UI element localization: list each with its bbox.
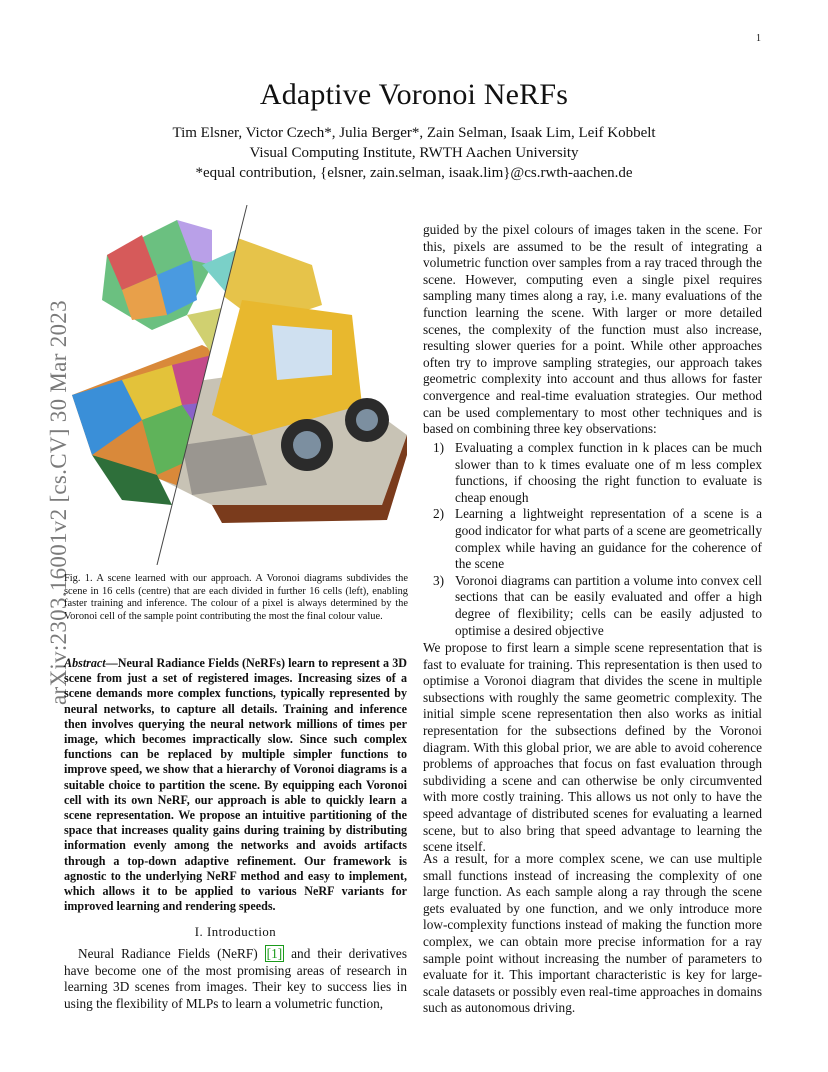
list-item <box>423 506 762 572</box>
arxiv-identifier: arXiv:2303.16001v2 [cs.CV] 30 Mar 2023 <box>46 300 71 705</box>
list-text: Evaluating a complex function in k places can be much slower than to k times evaluate one of m less complex functions, if choosing the right function to evaluate is cheap enough <box>455 440 762 505</box>
intro-paragraph <box>64 946 407 1012</box>
list-number: 3) <box>433 572 445 588</box>
observations-list <box>423 440 762 639</box>
intro-text-start: Neural Radiance Fields (NeRF) <box>78 946 265 961</box>
author-contact: *equal contribution, {elsner, zain.selman, isaak.lim}@cs.rwth-aachen.de <box>195 165 633 181</box>
figure-voronoi-scene <box>62 205 407 565</box>
list-text: Learning a lightweight representation of a scene is a good indicator for what parts of a scene are geometrically complex while having an guidance for the coherence of the scene <box>455 506 762 572</box>
author-affiliation: Visual Computing Institute, RWTH Aachen University <box>249 145 579 161</box>
page-number: 1 <box>756 33 761 44</box>
paper-title: Adaptive Voronoi NeRFs <box>259 78 569 111</box>
list-number: 1) <box>433 440 445 455</box>
abstract <box>64 656 407 914</box>
list-item <box>423 440 762 506</box>
abstract-lead: Abstract <box>64 656 106 670</box>
figure-caption: Fig. 1. A scene learned with our approach. A Voronoi diagrams subdivides the scene in 16 cells (centre) that are each divided in further 16 cells (left), enabling faster training and inference. The colour of a pixel is always determined by the Voronoi cell of the sample point contributing the most the final colour value. <box>64 573 408 622</box>
author-block <box>0 123 828 183</box>
right-paragraph-2: We propose to first learn a simple scene representation that is fast to evaluate for training. This representation is then used to optimise a Voronoi diagram that divides the scene in multiple subsections with roughly the same geometric complexity. The initial simple scene representation then also works as initial representation for the subsections defined by the Voronoi diagram. With this global prior, we are able to avoid coherence problems of approaches that focus on fast evaluation through subdividing a scene and can otherwise be only circumvented with more costly training. This allows us not only to have the speed advantage of distributed scenes for evaluating a learned scene, but to also bring that speed advantage to learning the scene itself. <box>423 640 762 855</box>
list-text: Voronoi diagrams can partition a volume into convex cell sections that can be easily evaluated and offer a high degree of flexibility; cells can be easily adjusted to optimise a desired objective <box>455 572 762 638</box>
section-heading: I. Introduction <box>194 925 277 939</box>
author-names: Tim Elsner, Victor Czech*, Julia Berger*, Zain Selman, Isaak Lim, Leif Kobbelt <box>172 125 656 141</box>
list-number: 2) <box>433 506 445 522</box>
intro-text-rest: and their derivatives have become one of the most promising areas of research in learning 3D scenes from images. Their key to success lies in using the flexibility of MLPs to learn a volumetric function, <box>64 946 408 1011</box>
list-item <box>423 573 762 639</box>
right-paragraph-3: As a result, for a more complex scene, we can use multiple small functions instead of increasing the complexity of one large function. As each sample along a ray through the scene gets evaluated by one function, and we only introduce more low-complexity functions instead of making the function more complex, we can obtain more precise information for a ray sample point without increasing the number of parameters to evaluate for it. This important characteristic is key for large-scale datasets or possibly even real-time approaches in domains such as autonomous driving. <box>423 851 762 1016</box>
abstract-body: —Neural Radiance Fields (NeRFs) learn to represent a 3D scene from just a set of registered images. Increasing sizes of a scene demands more complex functions, typically represented by neural networks, to capture all details. Training and inference then involves querying the neural network millions of times per image, which becomes impractically slow. Since such complex functions can be replaced by multiple simpler functions to improve speed, we show that a hierarchy of Voronoi diagrams is a suitable choice to partition the scene. By equipping each Voronoi cell with its own NeRF, our approach is able to quickly learn a scene representation. We propose an intuitive partitioning of the space that increases quality gains during training by distributing information evenly among the networks and avoids artifacts through a top-down adaptive refinement. Our framework is agnostic to the underlying NeRF method and easy to implement, which allows it to be applied to various NeRF variants for improved learning and rendering speeds. <box>64 656 407 914</box>
right-paragraph-1: guided by the pixel colours of images taken in the scene. For this, pixels are assumed to be the result of integrating a volumetric function over samples from a ray traced through the scene. However, computing even a single pixel requires sampling many times along a ray, i.e. many evaluations of the function learning the scene. With larger or more detailed scenes, the complexity of the function must also increase, resulting slower queries for a point. While other approaches often try to improve sampling strategies, our approach takes geometric complexity into account and thus allows for faster convergence and real-time evaluation strategies. Our method can be used complementary to most other techniques and is based on combining three key observations: <box>423 222 762 437</box>
citation-link[interactable]: [1] <box>266 946 283 961</box>
